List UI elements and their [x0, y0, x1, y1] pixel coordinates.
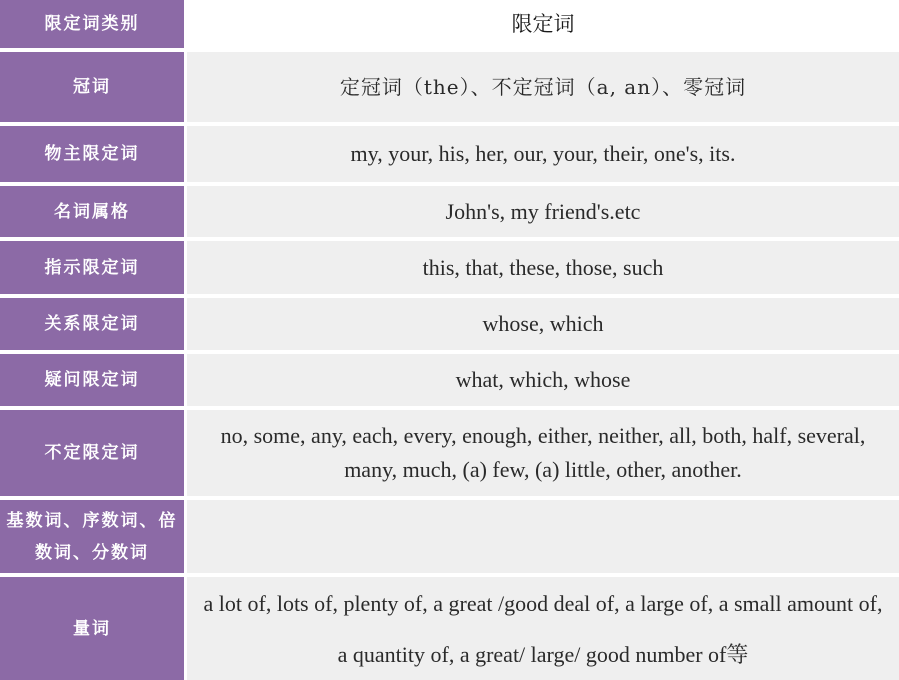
row-label-articles: 冠词 — [0, 52, 187, 122]
row-content-possessive: my, your, his, her, our, your, their, one's, its. — [187, 126, 899, 182]
row-label-numerals: 基数词、序数词、倍数词、分数词 — [0, 500, 187, 573]
row-label-possessive: 物主限定词 — [0, 126, 187, 182]
row-content-numerals — [187, 500, 899, 573]
row-content-demonstrative: this, that, these, those, such — [187, 241, 899, 294]
row-label-genitive: 名词属格 — [0, 186, 187, 237]
row-label-indefinite: 不定限定词 — [0, 410, 187, 496]
row-content-interrogative: what, which, whose — [187, 354, 899, 406]
header-content-cell: 限定词 — [187, 0, 899, 48]
header-label-cell: 限定词类别 — [0, 0, 187, 48]
row-label-interrogative: 疑问限定词 — [0, 354, 187, 406]
row-label-demonstrative: 指示限定词 — [0, 241, 187, 294]
row-content-relative: whose, which — [187, 298, 899, 350]
row-content-indefinite: no, some, any, each, every, enough, either, neither, all, both, half, several, many, much, (a) few, (a) little, other, another. — [187, 410, 899, 496]
row-content-quantifiers: a lot of, lots of, plenty of, a great /good deal of, a large of, a small amount of, a quantity of, a great/ large/ good number of等 — [187, 577, 899, 680]
row-label-quantifiers: 量词 — [0, 577, 187, 680]
row-content-articles: 定冠词（the）、不定冠词（a, an）、零冠词 — [187, 52, 899, 122]
row-content-genitive: John's, my friend's.etc — [187, 186, 899, 237]
row-label-relative: 关系限定词 — [0, 298, 187, 350]
